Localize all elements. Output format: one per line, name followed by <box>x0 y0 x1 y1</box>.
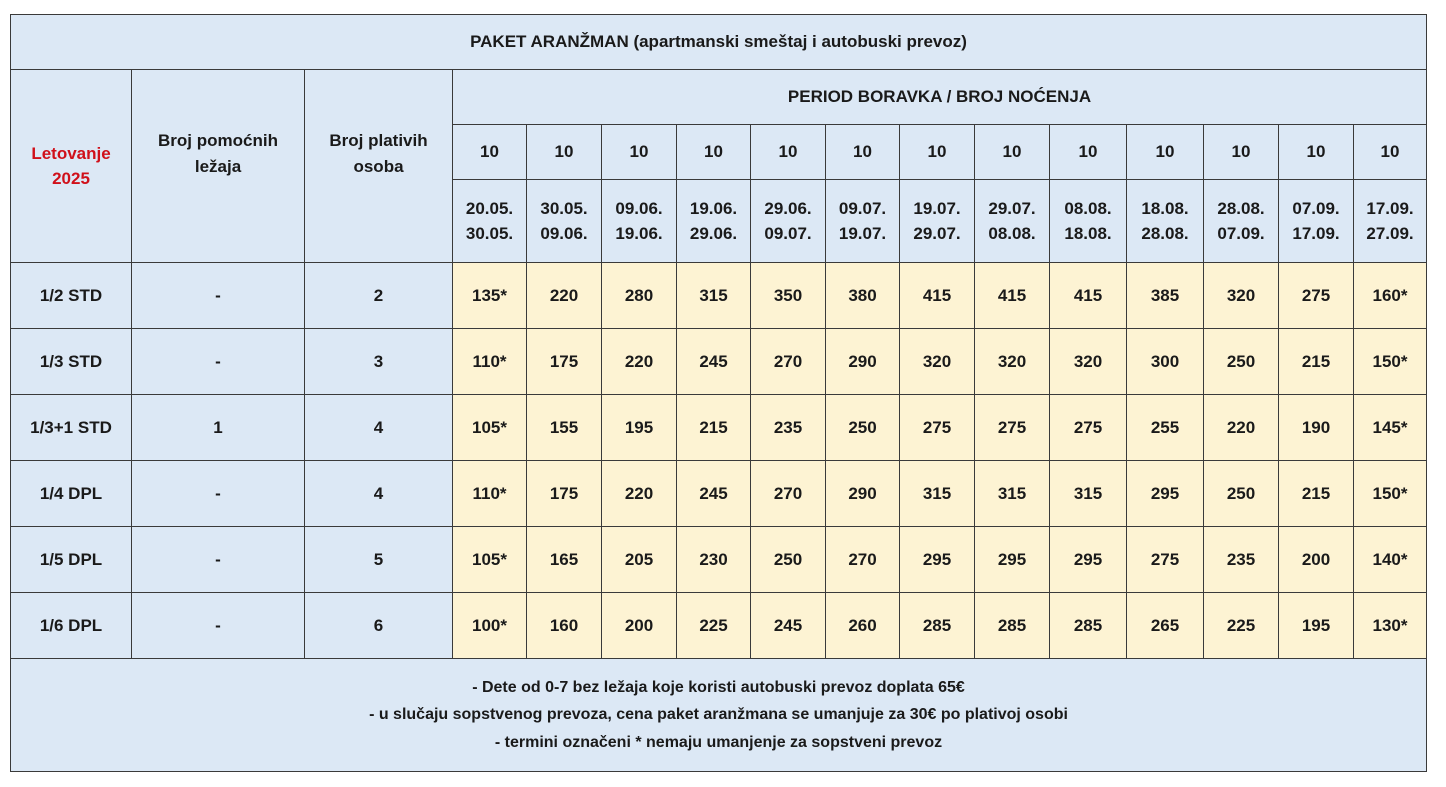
price-cell: 110* <box>453 329 527 395</box>
paying-persons-cell: 5 <box>305 527 453 593</box>
price-cell: 250 <box>1204 461 1279 527</box>
date-range-cell <box>1204 180 1279 263</box>
extra-beds-cell: - <box>132 527 305 593</box>
nights-cell: 10 <box>453 125 527 180</box>
price-cell: 320 <box>900 329 975 395</box>
price-cell: 290 <box>826 329 900 395</box>
period-header: PERIOD BORAVKA / BROJ NOĆENJA <box>453 70 1427 125</box>
date-from: 08.08. <box>1064 198 1112 218</box>
date-range-cell <box>527 180 602 263</box>
price-cell: 245 <box>751 593 826 659</box>
price-cell: 260 <box>826 593 900 659</box>
price-cell: 225 <box>1204 593 1279 659</box>
nights-cell: 10 <box>677 125 751 180</box>
nights-cell: 10 <box>751 125 826 180</box>
price-cell: 110* <box>453 461 527 527</box>
date-range-cell <box>1127 180 1204 263</box>
price-cell: 275 <box>1050 395 1127 461</box>
price-cell: 280 <box>602 263 677 329</box>
date-range-cell <box>677 180 751 263</box>
extra-beds-cell: 1 <box>132 395 305 461</box>
price-cell: 105* <box>453 395 527 461</box>
price-cell: 160 <box>527 593 602 659</box>
date-from: 09.07. <box>838 198 887 218</box>
table-row <box>11 263 1427 329</box>
price-cell: 320 <box>1050 329 1127 395</box>
price-cell: 155 <box>527 395 602 461</box>
paying-persons-cell: 2 <box>305 263 453 329</box>
date-from: 29.06. <box>764 198 812 218</box>
nights-cell: 10 <box>527 125 602 180</box>
price-cell: 160* <box>1354 263 1427 329</box>
price-cell: 285 <box>975 593 1050 659</box>
date-range-cell <box>826 180 900 263</box>
nights-cell: 10 <box>1204 125 1279 180</box>
date-to: 07.09. <box>1217 224 1265 243</box>
date-from: 30.05. <box>540 198 588 218</box>
extra-beds-header <box>132 70 305 263</box>
price-cell: 270 <box>751 329 826 395</box>
paying-persons-header-line2: osoba <box>353 156 404 176</box>
price-cell: 100* <box>453 593 527 659</box>
date-range-cell <box>900 180 975 263</box>
date-range-cell <box>1354 180 1427 263</box>
unit-type-cell: 1/3 STD <box>11 329 132 395</box>
price-cell: 385 <box>1127 263 1204 329</box>
extra-beds-cell: - <box>132 593 305 659</box>
date-to: 19.06. <box>615 224 663 243</box>
date-from: 28.08. <box>1217 198 1265 218</box>
season-header-cell <box>11 70 132 263</box>
table-row <box>11 593 1427 659</box>
price-cell: 165 <box>527 527 602 593</box>
price-cell: 130* <box>1354 593 1427 659</box>
notes-cell <box>11 659 1427 772</box>
unit-type-cell: 1/2 STD <box>11 263 132 329</box>
paying-persons-cell: 3 <box>305 329 453 395</box>
nights-cell: 10 <box>975 125 1050 180</box>
date-to: 08.08. <box>988 224 1036 243</box>
price-cell: 230 <box>677 527 751 593</box>
date-to: 19.07. <box>838 224 887 243</box>
price-cell: 225 <box>677 593 751 659</box>
paying-persons-cell: 4 <box>305 461 453 527</box>
nights-cell: 10 <box>1127 125 1204 180</box>
price-cell: 175 <box>527 329 602 395</box>
price-cell: 350 <box>751 263 826 329</box>
date-range-cell <box>453 180 527 263</box>
notes-row <box>11 659 1427 772</box>
date-range-cell <box>602 180 677 263</box>
price-cell: 295 <box>975 527 1050 593</box>
price-cell: 295 <box>1050 527 1127 593</box>
unit-type-cell: 1/6 DPL <box>11 593 132 659</box>
nights-cell: 10 <box>602 125 677 180</box>
price-cell: 415 <box>1050 263 1127 329</box>
price-table <box>10 14 1427 772</box>
price-cell: 220 <box>602 329 677 395</box>
note-line: - u slučaju sopstvenog prevoza, cena paket aranžmana se umanjuje za 30€ po plativoj osobi <box>369 706 1068 724</box>
date-to: 27.09. <box>1366 224 1414 243</box>
price-cell: 150* <box>1354 461 1427 527</box>
date-to: 18.08. <box>1064 224 1112 243</box>
price-cell: 250 <box>751 527 826 593</box>
price-cell: 315 <box>677 263 751 329</box>
price-cell: 265 <box>1127 593 1204 659</box>
price-cell: 140* <box>1354 527 1427 593</box>
price-cell: 245 <box>677 329 751 395</box>
date-from: 19.06. <box>689 198 738 218</box>
price-cell: 235 <box>751 395 826 461</box>
price-cell: 300 <box>1127 329 1204 395</box>
price-cell: 135* <box>453 263 527 329</box>
paying-persons-header <box>305 70 453 263</box>
date-to: 09.07. <box>764 224 812 243</box>
date-range-cell <box>975 180 1050 263</box>
date-from: 19.07. <box>913 198 961 218</box>
date-from: 29.07. <box>988 198 1036 218</box>
table-row <box>11 395 1427 461</box>
price-cell: 220 <box>527 263 602 329</box>
price-cell: 250 <box>826 395 900 461</box>
season-label: Letovanje <box>31 143 111 163</box>
unit-type-cell: 1/3+1 STD <box>11 395 132 461</box>
date-from: 18.08. <box>1141 198 1189 218</box>
price-cell: 195 <box>602 395 677 461</box>
nights-cell: 10 <box>1354 125 1427 180</box>
price-cell: 415 <box>975 263 1050 329</box>
price-cell: 275 <box>1127 527 1204 593</box>
price-cell: 215 <box>1279 329 1354 395</box>
date-range-cell <box>1279 180 1354 263</box>
price-cell: 320 <box>1204 263 1279 329</box>
price-cell: 215 <box>1279 461 1354 527</box>
nights-cell: 10 <box>826 125 900 180</box>
price-cell: 220 <box>1204 395 1279 461</box>
price-cell: 295 <box>1127 461 1204 527</box>
price-cell: 200 <box>602 593 677 659</box>
price-cell: 220 <box>602 461 677 527</box>
price-cell: 285 <box>900 593 975 659</box>
nights-cell: 10 <box>900 125 975 180</box>
paying-persons-cell: 6 <box>305 593 453 659</box>
table-row <box>11 461 1427 527</box>
date-from: 20.05. <box>465 198 514 218</box>
date-from: 09.06. <box>615 198 663 218</box>
price-cell: 270 <box>751 461 826 527</box>
extra-beds-cell: - <box>132 329 305 395</box>
date-from: 07.09. <box>1292 198 1340 218</box>
price-cell: 250 <box>1204 329 1279 395</box>
price-cell: 150* <box>1354 329 1427 395</box>
price-cell: 270 <box>826 527 900 593</box>
price-cell: 205 <box>602 527 677 593</box>
date-range-cell <box>1050 180 1127 263</box>
price-cell: 195 <box>1279 593 1354 659</box>
extra-beds-cell: - <box>132 263 305 329</box>
price-cell: 255 <box>1127 395 1204 461</box>
date-to: 17.09. <box>1292 224 1340 243</box>
date-to: 29.06. <box>689 224 738 243</box>
price-cell: 275 <box>975 395 1050 461</box>
paying-persons-cell: 4 <box>305 395 453 461</box>
price-cell: 215 <box>677 395 751 461</box>
price-cell: 415 <box>900 263 975 329</box>
price-cell: 380 <box>826 263 900 329</box>
nights-cell: 10 <box>1050 125 1127 180</box>
table-row <box>11 527 1427 593</box>
date-to: 09.06. <box>540 224 588 243</box>
table-title: PAKET ARANŽMAN (apartmanski smeštaj i autobuski prevoz) <box>11 15 1427 70</box>
price-cell: 190 <box>1279 395 1354 461</box>
date-to: 30.05. <box>465 224 514 243</box>
price-cell: 315 <box>975 461 1050 527</box>
price-list-container <box>10 14 1427 772</box>
extra-beds-cell: - <box>132 461 305 527</box>
price-cell: 145* <box>1354 395 1427 461</box>
price-cell: 245 <box>677 461 751 527</box>
date-range-cell <box>751 180 826 263</box>
price-cell: 105* <box>453 527 527 593</box>
price-cell: 175 <box>527 461 602 527</box>
price-cell: 275 <box>900 395 975 461</box>
unit-type-cell: 1/5 DPL <box>11 527 132 593</box>
price-cell: 315 <box>900 461 975 527</box>
date-from: 17.09. <box>1366 198 1414 218</box>
extra-beds-header-line2: ležaja <box>194 156 242 176</box>
price-cell: 315 <box>1050 461 1127 527</box>
price-cell: 285 <box>1050 593 1127 659</box>
price-cell: 290 <box>826 461 900 527</box>
price-cell: 235 <box>1204 527 1279 593</box>
price-cell: 275 <box>1279 263 1354 329</box>
date-to: 28.08. <box>1141 224 1189 243</box>
date-to: 29.07. <box>913 224 961 243</box>
price-cell: 295 <box>900 527 975 593</box>
season-year: 2025 <box>52 169 90 188</box>
price-cell: 200 <box>1279 527 1354 593</box>
price-cell: 320 <box>975 329 1050 395</box>
unit-type-cell: 1/4 DPL <box>11 461 132 527</box>
extra-beds-header-line1: Broj pomoćnih <box>158 131 278 150</box>
nights-cell: 10 <box>1279 125 1354 180</box>
table-row <box>11 329 1427 395</box>
note-line: - Dete od 0-7 bez ležaja koje koristi autobuski prevoz doplata 65€ <box>472 679 965 697</box>
note-line: - termini označeni * nemaju umanjenje za sopstveni prevoz <box>494 733 943 751</box>
paying-persons-header-line1: Broj plativih <box>329 131 428 150</box>
